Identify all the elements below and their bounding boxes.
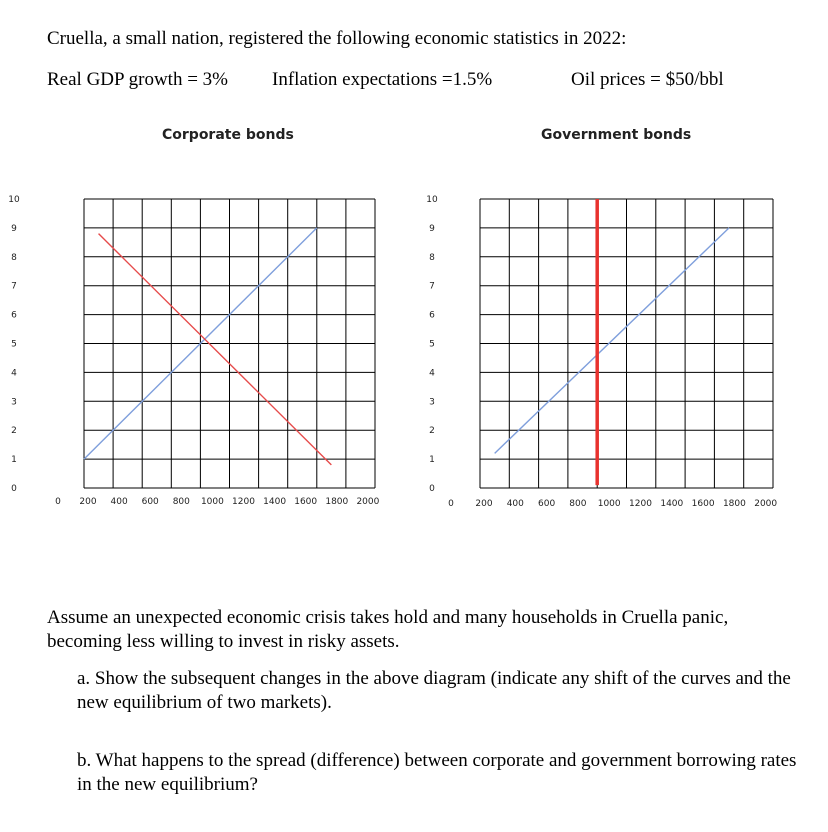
chart-2-x-tick-label: 1600: [691, 499, 715, 509]
chart-2-x-tick-label: 2000: [754, 499, 778, 509]
chart-2-x-tick-label: 200: [475, 499, 493, 509]
chart-1-y-tick-label: 1: [11, 455, 17, 466]
chart-1-x-tick-label: 1000: [200, 497, 224, 507]
chart-2-x-tick-label: 1800: [722, 499, 746, 509]
chart-2-y-tick-label: 6: [429, 310, 435, 321]
chart-2-y-tick-label: 1: [429, 455, 435, 466]
chart-1-x-tick-label: 200: [79, 497, 97, 507]
intro-text: Cruella, a small nation, registered the following economic statistics in 2022:: [47, 28, 627, 49]
chart-2-x-tick-label: 1000: [597, 499, 621, 509]
chart-2-y-tick-label: 0: [429, 484, 435, 494]
chart-1-y-tick-label: 10: [8, 195, 20, 205]
chart-2-x-tick-label: 1200: [629, 499, 652, 509]
chart-1-y-tick-label: 8: [11, 252, 17, 263]
chart-1-y-tick-label: 6: [11, 310, 17, 321]
chart-1-y-tick-label: 3: [11, 397, 17, 408]
chart-2-series-demand-line: [495, 228, 729, 453]
chart-title-government: Government bonds: [541, 127, 692, 143]
chart-1-x-tick-label: 0: [55, 497, 61, 507]
stat-gdp: Real GDP growth = 3%: [47, 69, 228, 90]
chart-1-y-tick-label: 5: [11, 339, 17, 350]
chart-2-y-tick-label: 3: [429, 397, 435, 408]
chart-1-x-tick-label: 400: [110, 497, 128, 507]
chart-2-x-tick-label: 800: [569, 499, 587, 509]
chart-1-y-tick-label: 2: [11, 426, 17, 437]
chart-1-x-tick-label: 2000: [356, 497, 380, 507]
chart-2-y-tick-label: 10: [426, 195, 438, 205]
chart-2-y-tick-label: 5: [429, 339, 435, 350]
question-b: b. What happens to the spread (difference) between corporate and government borrowing rates in the new equilibrium?: [77, 750, 797, 795]
chart-title-corporate: Corporate bonds: [162, 127, 294, 143]
chart-2-x-tick-label: 1400: [660, 499, 684, 509]
chart-2-y-tick-label: 7: [429, 281, 435, 292]
stat-inflation: Inflation expectations =1.5%: [272, 69, 493, 90]
chart-1-x-tick-label: 600: [141, 497, 159, 507]
chart-2-x-tick-label: 600: [538, 499, 556, 509]
chart-1-x-tick-label: 1600: [294, 497, 318, 507]
chart-2-x-tick-label: 0: [448, 499, 454, 509]
chart-1-x-tick-label: 1400: [263, 497, 287, 507]
chart-2-y-tick-label: 2: [429, 426, 435, 437]
stat-oil: Oil prices = $50/bbl: [571, 69, 724, 90]
chart-1-x-tick-label: 800: [172, 497, 190, 507]
chart-1-y-tick-label: 0: [11, 484, 17, 494]
chart-1-y-tick-label: 4: [11, 368, 17, 379]
scenario-paragraph: Assume an unexpected economic crisis takes hold and many households in Cruella panic, becoming less willing to invest in risky assets.: [47, 607, 729, 652]
chart-2-x-tick-label: 400: [506, 499, 524, 509]
chart-1-x-tick-label: 1200: [232, 497, 255, 507]
question-a: a. Show the subsequent changes in the above diagram (indicate any shift of the curves and the new equilibrium of two markets).: [77, 668, 791, 713]
chart-2-y-tick-label: 4: [429, 368, 435, 379]
chart-1-y-tick-label: 7: [11, 281, 17, 292]
chart-2-y-tick-label: 9: [429, 223, 435, 234]
chart-1-y-tick-label: 9: [11, 223, 17, 234]
chart-1-x-tick-label: 1800: [325, 497, 349, 507]
chart-2-y-tick-label: 8: [429, 252, 435, 263]
